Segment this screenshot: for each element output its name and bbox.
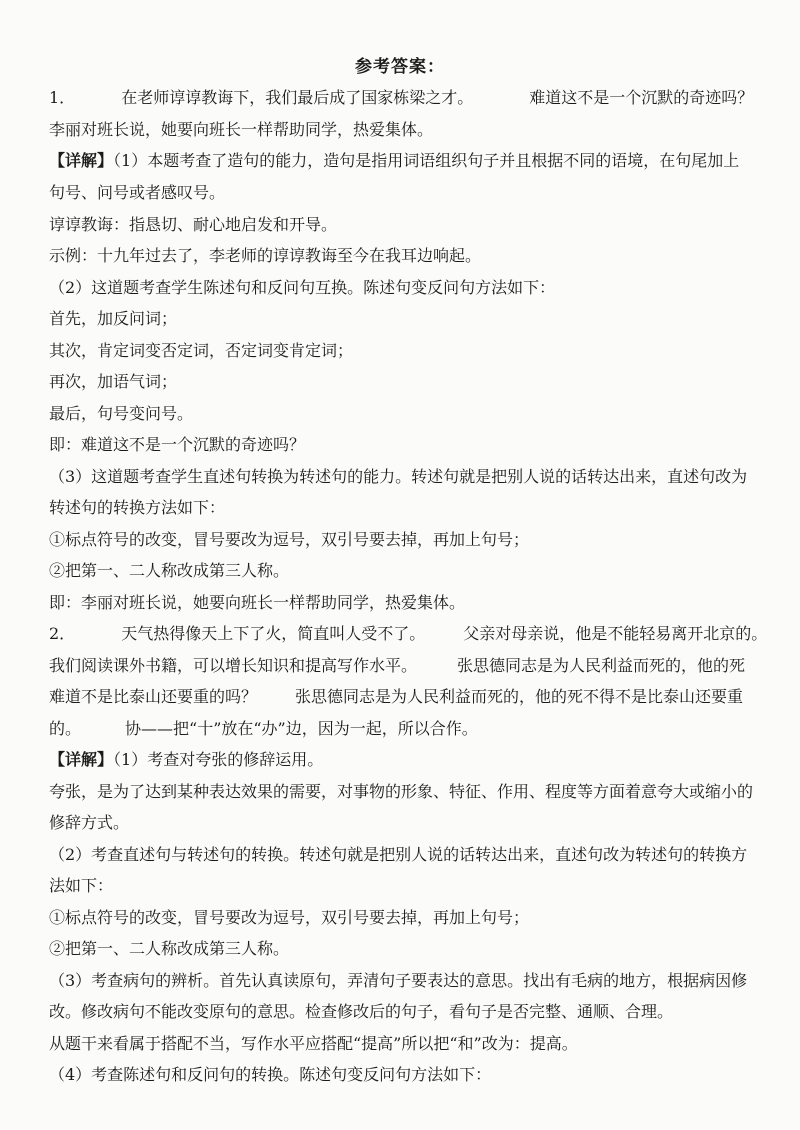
- q1-detail-line-5: （2）这道题考查学生陈述句和反问句互换。陈述句变反问句方法如下：: [49, 278, 556, 297]
- q1-detail-line-9: 最后，句号变问号。: [49, 404, 194, 423]
- q1-answer-line: [49, 88, 769, 108]
- q2-answer-6: 协——把“十”放在“办”边，因为一起，所以合作。: [125, 719, 478, 738]
- q1-detail-line-7: 其次，肯定词变否定词，否定词变肯定词；: [49, 341, 354, 360]
- q2-answer-line-1: [49, 624, 769, 644]
- q1-detail-tag: 【详解】: [49, 151, 114, 170]
- page-title: 参考答案：: [355, 57, 445, 77]
- q1-detail-line-2: 句号、问号或者感叹号。: [49, 183, 226, 202]
- q2-detail-line-1: [49, 750, 769, 770]
- q2-answer-line-2: [49, 656, 769, 676]
- q1-detail-line-4: 示例：十九年过去了，李老师的谆谆教诲至今在我耳边响起。: [49, 246, 482, 265]
- q1-number: 1．: [49, 88, 76, 107]
- q1-detail-line-13: ①标点符号的改变，冒号要改为逗号，双引号要去掉，再加上句号；: [49, 530, 530, 549]
- q1-detail-text-1: （1）本题考查了造句的能力，造句是指用词语组织句子并且根据不同的语境，在句尾加上: [113, 151, 740, 170]
- q1-detail-line-10: 即：难道这不是一个沉默的奇迹吗？: [49, 435, 306, 454]
- q2-answer-line-4: [49, 719, 769, 739]
- q1-detail-line-3: 谆谆教诲：指恳切、耐心地启发和开导。: [49, 215, 338, 234]
- q2-detail-line-10: 从题干来看属于搭配不当，写作水平应搭配“提高”所以把“和”改为：提高。: [49, 1034, 578, 1053]
- q1-answer-3: 李丽对班长说，她要向班长一样帮助同学，热爱集体。: [49, 120, 434, 139]
- q2-answer-5a: 张思德同志是为人民利益而死的，他的死不得不是比泰山还要重: [295, 687, 744, 706]
- q1-detail-line-1: [49, 151, 769, 171]
- q1-detail-line-11: （3）这道题考查学生直述句转换为转述句的能力。转述句就是把别人说的话转达出来，直述句改为: [49, 467, 748, 486]
- q2-answer-line-3: [49, 687, 769, 707]
- q1-detail-line-8: 再次，加语气词；: [49, 372, 178, 391]
- q1-detail-line-15: 即：李丽对班长说，她要向班长一样帮助同学，热爱集体。: [49, 593, 466, 612]
- q2-detail-line-3: 修辞方式。: [49, 813, 130, 832]
- q2-detail-line-2: 夸张，是为了达到某种表达效果的需要，对事物的形象、特征、作用、程度等方面着意夸大或缩小的: [49, 782, 754, 801]
- q2-detail-line-4: （2）考查直述句与转述句的转换。转述句就是把别人说的话转达出来，直述句改为转述句的转换方: [49, 845, 748, 864]
- q2-detail-line-9: 改。修改病句不能改变原句的意思。检查修改后的句子，看句子是否完整、通顺、合理。: [49, 1002, 674, 1021]
- q2-detail-line-6: ①标点符号的改变，冒号要改为逗号，双引号要去掉，再加上句号；: [49, 908, 530, 927]
- q1-detail-line-14: ②把第一、二人称改成第三人称。: [49, 561, 290, 580]
- q2-answer-5b: 的。: [49, 719, 82, 738]
- q1-answer-1: 在老师谆谆教诲下，我们最后成了国家栋梁之才。: [121, 88, 474, 107]
- q2-answer-2: 父亲对母亲说，他是不能轻易离开北京的。: [463, 624, 768, 643]
- q2-detail-line-5: 法如下：: [49, 876, 114, 895]
- q2-detail-tag: 【详解】: [49, 750, 114, 769]
- q2-number: 2．: [49, 624, 76, 643]
- q1-answer-2: 难道这不是一个沉默的奇迹吗？: [529, 88, 754, 107]
- q2-answer-4a: 张思德同志是为人民利益而死的，他的死: [457, 656, 746, 675]
- q2-detail-text-1: （1）考查对夸张的修辞运用。: [113, 750, 324, 769]
- q2-answer-1: 天气热得像天上下了火，简直叫人受不了。: [121, 624, 426, 643]
- q1-detail-line-6: 首先，加反问词；: [49, 309, 178, 328]
- q2-detail-line-7: ②把第一、二人称改成第三人称。: [49, 939, 290, 958]
- q2-detail-line-8: （3）考查病句的辨析。首先认真读原句，弄清句子要表达的意思。找出有毛病的地方，根据病因修: [49, 971, 748, 990]
- q1-detail-line-12: 转述句的转换方法如下：: [49, 498, 226, 517]
- q2-detail-line-11: （4）考查陈述句和反问句的转换。陈述句变反问句方法如下：: [49, 1065, 492, 1084]
- q2-answer-4b: 难道不是比泰山还要重的吗？: [49, 687, 258, 706]
- q2-answer-3: 我们阅读课外书籍，可以增长知识和提高写作水平。: [49, 656, 418, 675]
